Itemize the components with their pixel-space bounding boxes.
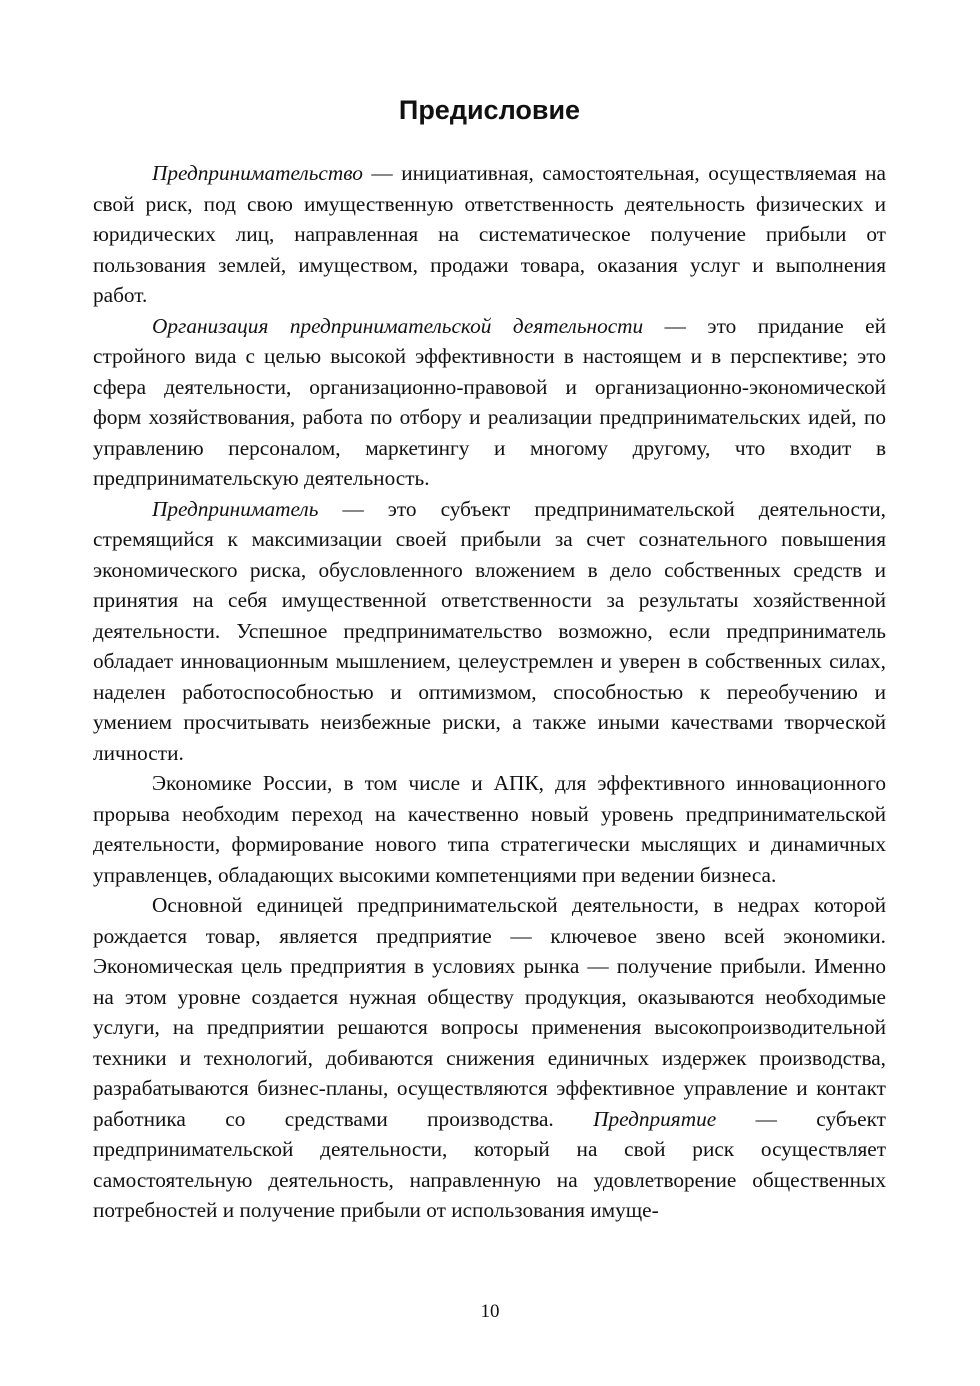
paragraph-text: Экономике России, в том числе и АПК, для эффективного инновационного прорыва необходим переход на качественно новый уровень предпринимательской деятельности, формирование нового типа стратегически мыслящих и динамичных управленцев, обладающих высокими компетенциями при ведении бизнеса. [93, 771, 886, 887]
page-title: Предисловие [398, 95, 581, 125]
term-enterprise: Предприятие [593, 1106, 717, 1131]
paragraph-entrepreneurship [93, 158, 886, 311]
paragraph-text: — это субъект предпринимательской деятельности, стремящийся к максимизации своей прибыли за счет сознательного повышения экономического риска, обусловленного вложением в дело собственных средств и принятия на себя имущественной ответственности за результаты хозяйственной деятельности. Успешное предпринимательство возможно, если предприниматель обладает инновационным мышлением, целеустремлен и уверен в собственных силах, наделен работоспособностью и оптимизмом, способностью к переобучению и умением просчитывать неизбежные риски, а также иными качествами творческой личности. [93, 496, 886, 765]
page-number: 10 [480, 1301, 500, 1322]
paragraph-text: Основной единицей предпринимательской деятельности, в недрах которой рождается товар, является предприятие — ключевое звено всей экономики. Экономическая цель предприятия в условиях рынка — получение прибыли. Именно на этом уровне создается нужная обществу продукция, оказываются необходимые услуги, на предприятии решаются вопросы применения высокопроизводительной техники и технологий, добиваются снижения единичных издержек производства, разрабатываются бизнес-планы, осуществляются эффективное управление и контакт работника со средствами производства. [93, 893, 886, 1131]
paragraph-enterprise [93, 890, 886, 1226]
paragraph-text: — это придание ей стройного вида с целью высокой эффективности в настоящем и в перспективе; это сфера деятельности, организационно-правовой и организационно-экономической форм хозяйствования, работа по отбору и реализации предпринимательских идей, по управлению персоналом, маркетингу и многому другому, что входит в предпринимательскую деятельность. [93, 313, 886, 490]
term-organization: Организация предпринимательской деятельности [152, 313, 644, 338]
paragraph-russian-economy [93, 768, 886, 890]
term-entrepreneur: Предприниматель [152, 496, 319, 521]
paragraph-entrepreneur [93, 494, 886, 769]
page-content [93, 88, 886, 1226]
paragraph-text: — инициативная, самостоятельная, осуществляемая на свой риск, под свою имущественную ответственность деятельность физических и юридических лиц, направленная на систематическое получение прибыли от пользования землей, имуществом, продажи товара, оказания услуг и выполнения работ. [93, 161, 886, 307]
paragraph-text-continued: — субъект предпринимательской деятельности, который на свой риск осуществляет самостоятельную деятельность, направленную на удовлетворение общественных потребностей и получение прибыли от использования имуще- [93, 1106, 886, 1222]
term-entrepreneurship: Предпринимательство [152, 161, 363, 185]
paragraph-organization [93, 311, 886, 494]
